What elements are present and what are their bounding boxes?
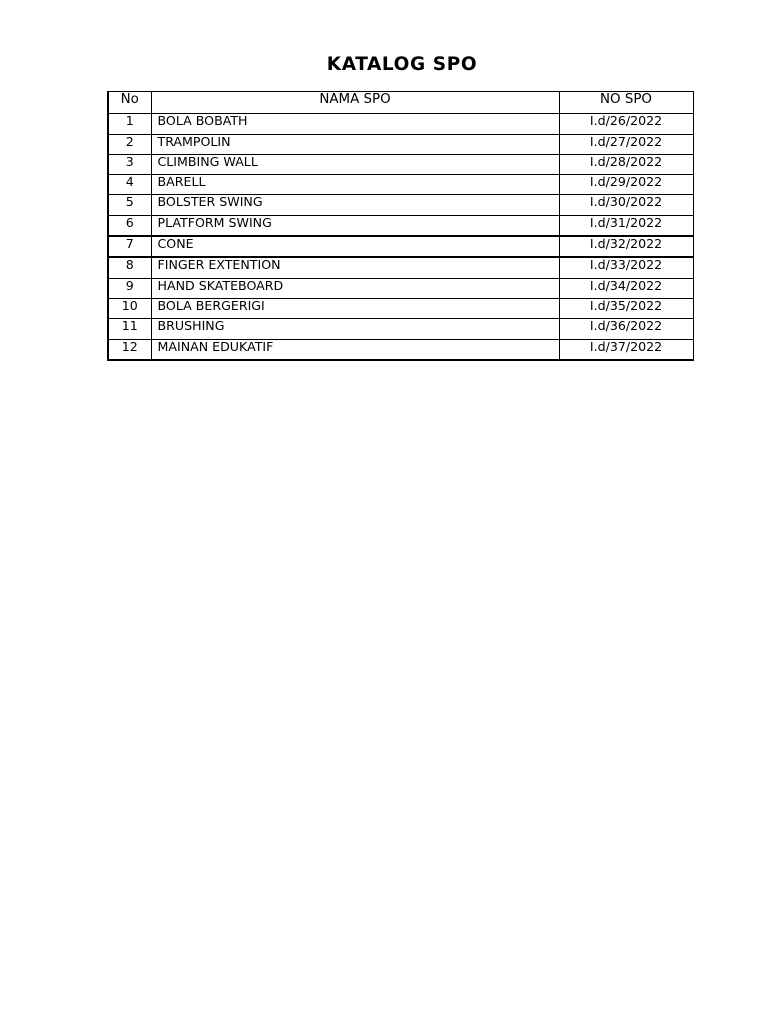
header-spo: NO SPO <box>559 92 693 114</box>
cell-no: 1 <box>108 114 151 134</box>
cell-spo: I.d/30/2022 <box>559 195 693 215</box>
table-row <box>108 114 693 134</box>
table-row <box>108 134 693 154</box>
cell-spo: I.d/31/2022 <box>559 215 693 236</box>
cell-name: BARELL <box>151 175 559 195</box>
cell-no: 6 <box>108 215 151 236</box>
table-row <box>108 175 693 195</box>
table-row <box>108 236 693 257</box>
cell-name: HAND SKATEBOARD <box>151 278 559 298</box>
cell-name: TRAMPOLIN <box>151 134 559 154</box>
table-row <box>108 215 693 236</box>
document-title: KATALOG SPO <box>326 54 478 75</box>
cell-name: CLIMBING WALL <box>151 154 559 174</box>
table-row <box>108 195 693 215</box>
cell-no: 11 <box>108 319 151 339</box>
cell-name: FINGER EXTENTION <box>151 257 559 278</box>
cell-spo: I.d/34/2022 <box>559 278 693 298</box>
cell-spo: I.d/33/2022 <box>559 257 693 278</box>
header-name: NAMA SPO <box>151 92 559 114</box>
cell-no: 5 <box>108 195 151 215</box>
cell-spo: I.d/28/2022 <box>559 154 693 174</box>
cell-spo: I.d/29/2022 <box>559 175 693 195</box>
header-no: No <box>108 92 151 114</box>
cell-name: BOLA BERGERIGI <box>151 298 559 318</box>
cell-spo: I.d/35/2022 <box>559 298 693 318</box>
cell-spo: I.d/37/2022 <box>559 339 693 360</box>
cell-spo: I.d/26/2022 <box>559 114 693 134</box>
cell-name: CONE <box>151 236 559 257</box>
cell-spo: I.d/27/2022 <box>559 134 693 154</box>
cell-no: 8 <box>108 257 151 278</box>
cell-name: BRUSHING <box>151 319 559 339</box>
table-row <box>108 339 693 360</box>
table-row <box>108 298 693 318</box>
cell-no: 10 <box>108 298 151 318</box>
cell-no: 9 <box>108 278 151 298</box>
cell-no: 3 <box>108 154 151 174</box>
cell-no: 2 <box>108 134 151 154</box>
cell-no: 4 <box>108 175 151 195</box>
cell-no: 7 <box>108 236 151 257</box>
cell-name: BOLA BOBATH <box>151 114 559 134</box>
cell-name: MAINAN EDUKATIF <box>151 339 559 360</box>
table-row <box>108 257 693 278</box>
cell-spo: I.d/36/2022 <box>559 319 693 339</box>
table-row <box>108 278 693 298</box>
table-row <box>108 154 693 174</box>
table-row <box>108 319 693 339</box>
catalog-table <box>107 91 694 361</box>
cell-name: PLATFORM SWING <box>151 215 559 236</box>
cell-spo: I.d/32/2022 <box>559 236 693 257</box>
cell-no: 12 <box>108 339 151 360</box>
table-header-row <box>108 92 693 114</box>
cell-name: BOLSTER SWING <box>151 195 559 215</box>
